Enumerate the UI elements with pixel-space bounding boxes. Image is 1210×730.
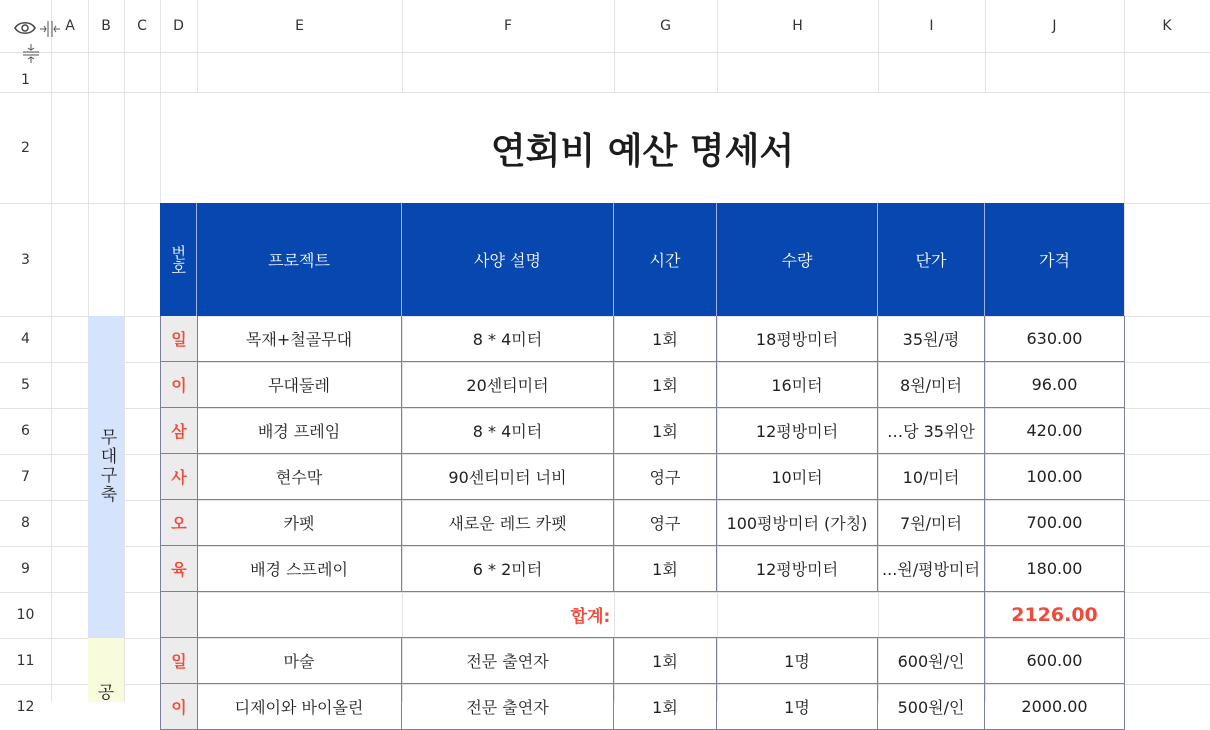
column-header-f[interactable]: F — [503, 18, 513, 34]
row-header-8[interactable]: 8 — [21, 515, 30, 531]
item-quantity[interactable]: 10미터 — [717, 454, 878, 500]
item-number[interactable]: 이 — [160, 362, 198, 408]
item-spec[interactable]: 새로운 레드 카펫 — [402, 500, 614, 546]
header-unit-price[interactable]: 단가 — [878, 203, 985, 316]
item-price[interactable]: 700.00 — [985, 500, 1125, 546]
item-price[interactable]: 2000.00 — [985, 684, 1125, 730]
item-unit-price[interactable]: 10/미터 — [878, 454, 985, 500]
column-header-e[interactable]: E — [295, 18, 304, 34]
column-header-a[interactable]: A — [65, 18, 75, 34]
item-project[interactable]: 목재+철골무대 — [197, 316, 402, 362]
total-value[interactable]: 2126.00 — [985, 592, 1125, 638]
header-spec[interactable]: 사양 설명 — [402, 203, 614, 316]
collapse-columns-icon[interactable] — [38, 20, 60, 38]
item-project[interactable]: 배경 프레임 — [197, 408, 402, 454]
item-number[interactable]: 일 — [160, 316, 198, 362]
item-project[interactable]: 무대둘레 — [197, 362, 402, 408]
row-header-3[interactable]: 3 — [21, 251, 30, 268]
item-quantity[interactable]: 100평방미터 (가칭) — [717, 500, 878, 546]
item-unit-price[interactable]: …당 35위안 — [878, 408, 985, 454]
item-quantity[interactable]: 18평방미터 — [717, 316, 878, 362]
eye-icon[interactable] — [14, 20, 36, 36]
row-header-2[interactable]: 2 — [21, 139, 30, 156]
item-quantity[interactable]: 1명 — [717, 684, 878, 730]
item-unit-price[interactable]: 500원/인 — [878, 684, 985, 730]
row-header-11[interactable]: 11 — [16, 653, 35, 669]
group-label-performance-text: 공 — [97, 683, 115, 702]
item-quantity[interactable]: 16미터 — [717, 362, 878, 408]
item-unit-price[interactable]: ...원/평방미터 — [878, 546, 985, 592]
grid-line — [51, 0, 52, 702]
group-label-performance[interactable] — [88, 638, 124, 702]
row-header-5[interactable]: 5 — [21, 377, 30, 393]
item-unit-price[interactable]: 600원/인 — [878, 638, 985, 684]
item-project[interactable]: 현수막 — [197, 454, 402, 500]
header-project[interactable]: 프로젝트 — [197, 203, 402, 316]
item-time[interactable]: 영구 — [614, 454, 717, 500]
column-header-h[interactable]: H — [792, 18, 803, 34]
header-number[interactable] — [160, 203, 197, 316]
header-time[interactable]: 시간 — [614, 203, 717, 316]
header-price[interactable]: 가격 — [985, 203, 1124, 316]
row-header-4[interactable]: 4 — [21, 331, 30, 347]
grid-line — [124, 0, 125, 702]
row-header-7[interactable]: 7 — [21, 469, 30, 485]
item-time[interactable]: 1회 — [614, 362, 717, 408]
grid-line — [0, 52, 1210, 53]
item-unit-price[interactable]: 8원/미터 — [878, 362, 985, 408]
item-project[interactable]: 카펫 — [197, 500, 402, 546]
item-spec[interactable]: 90센티미터 너비 — [402, 454, 614, 500]
item-quantity[interactable]: 12평방미터 — [717, 546, 878, 592]
item-spec[interactable]: 전문 출연자 — [402, 638, 614, 684]
item-price[interactable]: 420.00 — [985, 408, 1125, 454]
row-header-12[interactable]: 12 — [16, 699, 35, 715]
item-project[interactable]: 디제이와 바이올린 — [197, 684, 402, 730]
item-project[interactable]: 배경 스프레이 — [197, 546, 402, 592]
item-number[interactable]: 육 — [160, 546, 198, 592]
item-price[interactable]: 600.00 — [985, 638, 1125, 684]
column-header-j[interactable]: J — [1052, 18, 1057, 34]
row-header-10[interactable]: 10 — [16, 607, 35, 623]
item-price[interactable]: 96.00 — [985, 362, 1125, 408]
item-number[interactable]: 오 — [160, 500, 198, 546]
item-spec[interactable]: 6 * 2미터 — [402, 546, 614, 592]
item-price[interactable]: 100.00 — [985, 454, 1125, 500]
item-time[interactable]: 1회 — [614, 408, 717, 454]
item-project[interactable]: 마술 — [197, 638, 402, 684]
item-price[interactable]: 180.00 — [985, 546, 1125, 592]
header-quantity[interactable]: 수량 — [717, 203, 878, 316]
header-number-label: 번호 — [169, 244, 188, 275]
group-label-stage[interactable] — [88, 316, 124, 638]
row-header-6[interactable]: 6 — [21, 423, 30, 439]
group-label-stage-text: 무대구축 — [96, 428, 117, 504]
item-time[interactable]: 1회 — [614, 546, 717, 592]
item-unit-price[interactable]: 7원/미터 — [878, 500, 985, 546]
item-spec[interactable]: 20센티미터 — [402, 362, 614, 408]
item-time[interactable]: 1회 — [614, 316, 717, 362]
column-header-i[interactable]: I — [929, 18, 934, 34]
item-number[interactable]: 이 — [160, 684, 198, 730]
item-time[interactable]: 1회 — [614, 684, 717, 730]
item-spec[interactable]: 전문 출연자 — [402, 684, 614, 730]
column-header-d[interactable]: D — [173, 18, 184, 34]
item-unit-price[interactable]: 35원/평 — [878, 316, 985, 362]
row-header-9[interactable]: 9 — [21, 561, 30, 577]
total-number-cell[interactable] — [160, 592, 198, 638]
item-price[interactable]: 630.00 — [985, 316, 1125, 362]
item-number[interactable]: 일 — [160, 638, 198, 684]
total-label[interactable]: 합계: — [197, 592, 985, 638]
item-quantity[interactable]: 1명 — [717, 638, 878, 684]
item-number[interactable]: 삼 — [160, 408, 198, 454]
item-spec[interactable]: 8 * 4미터 — [402, 408, 614, 454]
row-header-1[interactable]: 1 — [21, 72, 30, 88]
item-number[interactable]: 사 — [160, 454, 198, 500]
item-time[interactable]: 1회 — [614, 638, 717, 684]
item-time[interactable]: 영구 — [614, 500, 717, 546]
collapse-rows-icon[interactable] — [22, 42, 40, 64]
column-header-b[interactable]: B — [101, 18, 111, 34]
column-header-c[interactable]: C — [137, 18, 147, 34]
item-quantity[interactable]: 12평방미터 — [717, 408, 878, 454]
sheet-title[interactable]: 연회비 예산 명세서 — [161, 93, 1124, 203]
column-header-g[interactable]: G — [660, 18, 671, 34]
column-header-k[interactable]: K — [1162, 18, 1172, 34]
item-spec[interactable]: 8 * 4미터 — [402, 316, 614, 362]
